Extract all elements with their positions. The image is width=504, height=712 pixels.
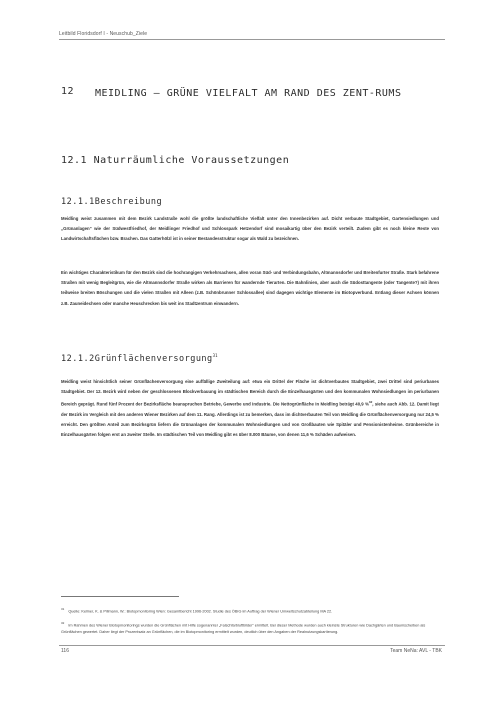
footnote-31 bbox=[61, 606, 443, 615]
subsection-title-beschreibung: 12.1.1Beschreibung bbox=[61, 197, 163, 207]
footnote-32 bbox=[61, 620, 443, 635]
subsection-title-versorgung bbox=[61, 353, 218, 364]
footnote-text: Quelle: Kellner, K. & Pillmann, W.: Biotopmonitoring Wien: Gesamtbericht 1996-2002. Studie des ÖBIG im Auftrag der Wiener Umweltschutzabteilung MA 22. bbox=[68, 609, 333, 614]
subsection-title-text: 12.1.2Grünflächenversorgung bbox=[61, 353, 213, 364]
chapter-title: MEIDLING – GRÜNE VIELFALT AM RAND DES ZENT-RUMS bbox=[95, 88, 402, 99]
footnote-mark: 31 bbox=[61, 607, 65, 611]
footer-rule bbox=[59, 645, 445, 646]
section-title: 12.1 Naturräumliche Voraussetzungen bbox=[61, 155, 290, 166]
footnote-ref-31[interactable]: 31 bbox=[212, 353, 218, 358]
header-rule bbox=[59, 39, 445, 40]
running-head: Leitbild Floridsdorf I - Neuschub_Ziele bbox=[59, 31, 148, 37]
footer-team: Team NeNa: AVL - TBK bbox=[390, 648, 442, 654]
page-number: 116 bbox=[61, 648, 69, 654]
footnote-mark: 32 bbox=[61, 621, 65, 625]
paragraph-beschreibung-1: Meidling weist zusammen mit dem Bezirk Landstraße wohl die größte landschaftliche Vielfalt unter den Innenbezirken auf. Dicht verbaute Stadtgebiet, Gartensiedlungen und „Grünanlagen“ wie der Südwestfriedhof, der Meidlinger Friedhof und Schlosspark Hetzendorf sind mosaikartig über den Bezirk verteilt. Zudem gibt es noch kleine Reste von Landwirtschaftsflächen bzw. Brachen. Das Gatterhölzl ist in seiner Bestandesstruktur sogar als Wald zu bezeichnen. bbox=[61, 216, 439, 242]
footnote-ref-32[interactable]: 32 bbox=[368, 400, 373, 405]
footnote-text: Im Rahmen des Wiener Biotopmonitorings wurden die Grünflächen mit Hilfe sogenannter „Falschfarbluftbilder“ ermittelt. Bei dieser Methode wurden auch kleinste Strukturen wie Dachgärten und Baumscheiben als Grünflächen gewertet. Daher liegt der Prozentsatz an Grünflächen, die im Biotopmonitoring ermittelt wurden, deutlich über den Angaben der Realnutzungskartierung. bbox=[61, 623, 426, 634]
paragraph-beschreibung-2: Ein wichtiges Charakteristikum für den Bezirk sind die hochrangigen Verkehrsachsen, allen voran Süd- und Verbindungsbahn, Altmannsdorfer und Breitenfurter Straße. Stark befahrene Straßen mit wenig Begleitgrün, wie die Altmannsdorfer Straße wirken als Barrieren für wandernde Tierarten. Die Bahnlinien, aber auch die Südosttangente (oder Tangente?) mit ihren teilweise breiten Böschungen und die vielen Straßen mit Alleen (z.B. Schönbrunner Schlossallee) sind dagegen wichtige Elemente im Biotopverbund. Entlang dieser Achsen können z.B. Zauneidechsen oder manche Heuschrecken bis weit ins Stadtzentrum einwandern. bbox=[61, 270, 439, 306]
paragraph-versorgung-part2: , siehe auch Abb. 12. Damit liegt der Bezirk im Vergleich mit den anderen Wiener Bezirken auf dem 11. Rang. Allerdings ist zu bemerken, dass im dichtverbauten Teil von Meidling die Grünflächenversorgung nur 24,5 % erreicht. Den größten Anteil zum Bezirksgrün liefern die Grünanlagen der kommunalen Wohnsiedlungen und von Großbauten wie Spitäler und Pensionistenheime. Grünbereiche in Einzelhausgärten folgen erst an zweiter Stelle. Im städtischen Teil von Meidling gibt es über 8.000 Bäume, von denen 11,6 % Schäden aufweisen. bbox=[61, 401, 439, 438]
footnote-rule bbox=[61, 596, 179, 597]
paragraph-versorgung-part1: Meidling weist hinsichtlich seiner Grünflächenversorgung eine auffällige Zweiteilung auf: etwa ein Drittel der Fläche ist dichtverbautes Stadtgebiet, zwei Drittel sind periurbanes Stadtgebiet. Der 12. Bezirk wird neben der geschlossenen Blockverbauung im städtischen Bereich durch die Einzelhausgärten und den kommunalen Wohnsiedlungen im periurbanen Bereich geprägt. Rund fünf Prozent der Bezirksfläche beanspruchen Betriebe, Gewerbe und Industrie. Die Nettogrünfläche in Meidling beträgt 40,9 % bbox=[61, 379, 439, 407]
paragraph-versorgung bbox=[61, 377, 439, 441]
chapter-number: 12 bbox=[61, 86, 75, 97]
